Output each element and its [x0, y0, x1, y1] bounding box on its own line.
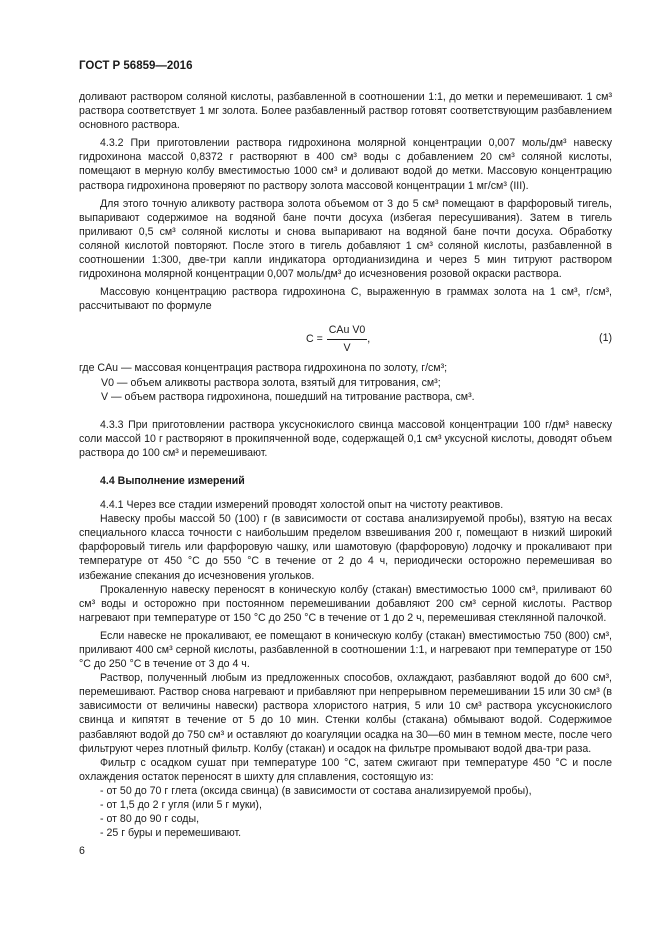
list-item: - 25 г буры и перемешивают.: [100, 827, 242, 840]
definition-item: CAu — массовая концентрация раствора гидрохинона по золоту, г/см³;: [97, 362, 448, 375]
section-title: 4.4 Выполнение измерений: [100, 474, 245, 487]
paragraph: Если навеске не прокаливают, ее помещают в коническую колбу (стакан) вместимостью 750 (800) см³, приливают 400 см³ серной кислоты, разбавленной в соотношении 1:1, и нагревают при температуре от 150 °С до 250 °С в течение от 3 до 4 ч.: [79, 629, 612, 671]
definition-item: V0 — объем аликвоты раствора золота, взятый для титрования, см³;: [101, 376, 441, 389]
document-body: [79, 90, 612, 840]
paragraph: Для этого точную аликвоту раствора золота объемом от 3 до 5 см³ помещают в фарфоровый тигель, выпаривают содержимое на водяной бане почти досуха (избегая пересушивания). Затем в тигель приливают 0,5 см³ соляной кислоты и снова выпаривают на водяной бане почти досуха. Обработку соляной кислотой повторяют. После этого в тигель добавляют 1 см³ соляной кислоты, разбавленной в соотношении 1:300, две-три капли индикатора ортодианизидина и через 5 мин титруют раствором гидрохинона молярной концентрации 0,007 моль/дм³ до исчезновения розовой окраски раствора.: [79, 197, 612, 281]
list-item: - от 1,5 до 2 г угля (или 5 г муки),: [100, 799, 262, 812]
page-number: 6: [79, 845, 85, 857]
formula-numerator: CAu V0: [327, 323, 368, 339]
paragraph: Навеску пробы массой 50 (100) г (в зависимости от состава анализируемой пробы), взятую на весах специального класса точности с наибольшим пределом взвешивания 200 г, помещают в низкий широкий фарфоровый тигель или фарфоровую чашку, или шамотовую (фарфоровую) лодочку и прокаливают при температуре от 450 °С до 550 °С в течение от 2 до 4 ч, периодически осторожно перемешивая во избежание спекания до исчезновения угольков.: [79, 513, 612, 582]
paragraph-4-4-1: 4.4.1 Через все стадии измерений проводят холостой опыт на чистоту реактивов.: [100, 499, 504, 512]
paragraph-4-3-2: 4.3.2 При приготовлении раствора гидрохинона молярной концентрации 0,007 моль/дм³ навеску гидрохинона массой 0,8372 г растворяют в 400 см³ воды с добавлением 20 см³ соляной кислоты, помещают в мерную колбу вместимостью 1000 см³ и доливают водой до метки. Массовую концентрацию раствора гидрохинона проверяют по раствору золота массовой концентрации 1 мг/см³ (III).: [79, 137, 612, 192]
list-item: - от 80 до 90 г соды,: [100, 813, 200, 826]
formula-expression: [306, 323, 370, 354]
paragraph: Прокаленную навеску переносят в коническую колбу (стакан) вместимостью 1000 см³, приливают 60 см³ воды и осторожно при постоянном перемешивании добавляют 200 см³ серной кислоты. Раствор нагревают при температуре от 150 °С до 250 °С в течение от 1 до 2 ч, перемешивая стеклянной палочкой.: [79, 583, 612, 624]
paragraph: Фильтр с осадком сушат при температуре 100 °С, затем сжигают при температуре 450 °С и после охлаждения остаток переносят в шихту для сплавления, состоящую из:: [79, 756, 612, 783]
paragraph: Раствор, полученный любым из предложенных способов, охлаждают, разбавляют водой до 600 см³, перемешивают. Раствор снова нагревают и прибавляют при непрерывном перемешивании 15 или 30 см³ (в зависимости от величины навески) раствора хлористого натрия, 5 или 10 см³ раствора уксуснокислого свинца и кипятят в течение от 5 до 10 мин. Стенки колбы (стакана) обмывают водой. Содержимое разбавляют водой до 750 см³ и оставляют до коагуляции осадка на 30—60 мин в темном месте, после чего фильтруют через плотный фильтр. Колбу (стакан) и осадок на фильтре промывают водой два-три раза.: [79, 672, 612, 755]
composition-list: [79, 784, 612, 840]
formula-lhs: C =: [306, 332, 323, 345]
list-item: - от 50 до 70 г глета (оксида свинца) (в зависимости от состава анализируемой пробы),: [100, 784, 532, 797]
paragraph: доливают раствором соляной кислоты, разбавленной в соотношении 1:1, до метки и перемешивают. 1 см³ раствора соответствует 1 мг золота. Более разбавленный раствор готовят соответствующим разбавлением основного раствора.: [79, 91, 612, 132]
definition-item: V — объем раствора гидрохинона, пошедший на титрование раствора, см³.: [101, 390, 475, 403]
formula-denominator: V: [343, 341, 351, 354]
formula-tail: ,: [367, 332, 371, 345]
paragraph: Массовую концентрацию раствора гидрохинона C, выраженную в граммах золота на 1 см³, г/см³, рассчитывают по формуле: [79, 286, 612, 313]
formula-1: [79, 321, 612, 361]
standard-header: ГОСТ Р 56859—2016: [79, 60, 193, 72]
where-label: где: [79, 362, 95, 375]
formula-fraction: [327, 323, 371, 354]
definition-list: [79, 361, 612, 375]
paragraph-4-3-3: 4.3.3 При приготовлении раствора уксуснокислого свинца массовой концентрации 100 г/дм³ навеску соли массой 10 г растворяют в прокипяченной воде, содержащей 0,1 см³ уксусной кислоты, доводят объем раствора до 100 см³ и перемешивают.: [79, 418, 612, 459]
formula-number: (1): [599, 332, 612, 345]
